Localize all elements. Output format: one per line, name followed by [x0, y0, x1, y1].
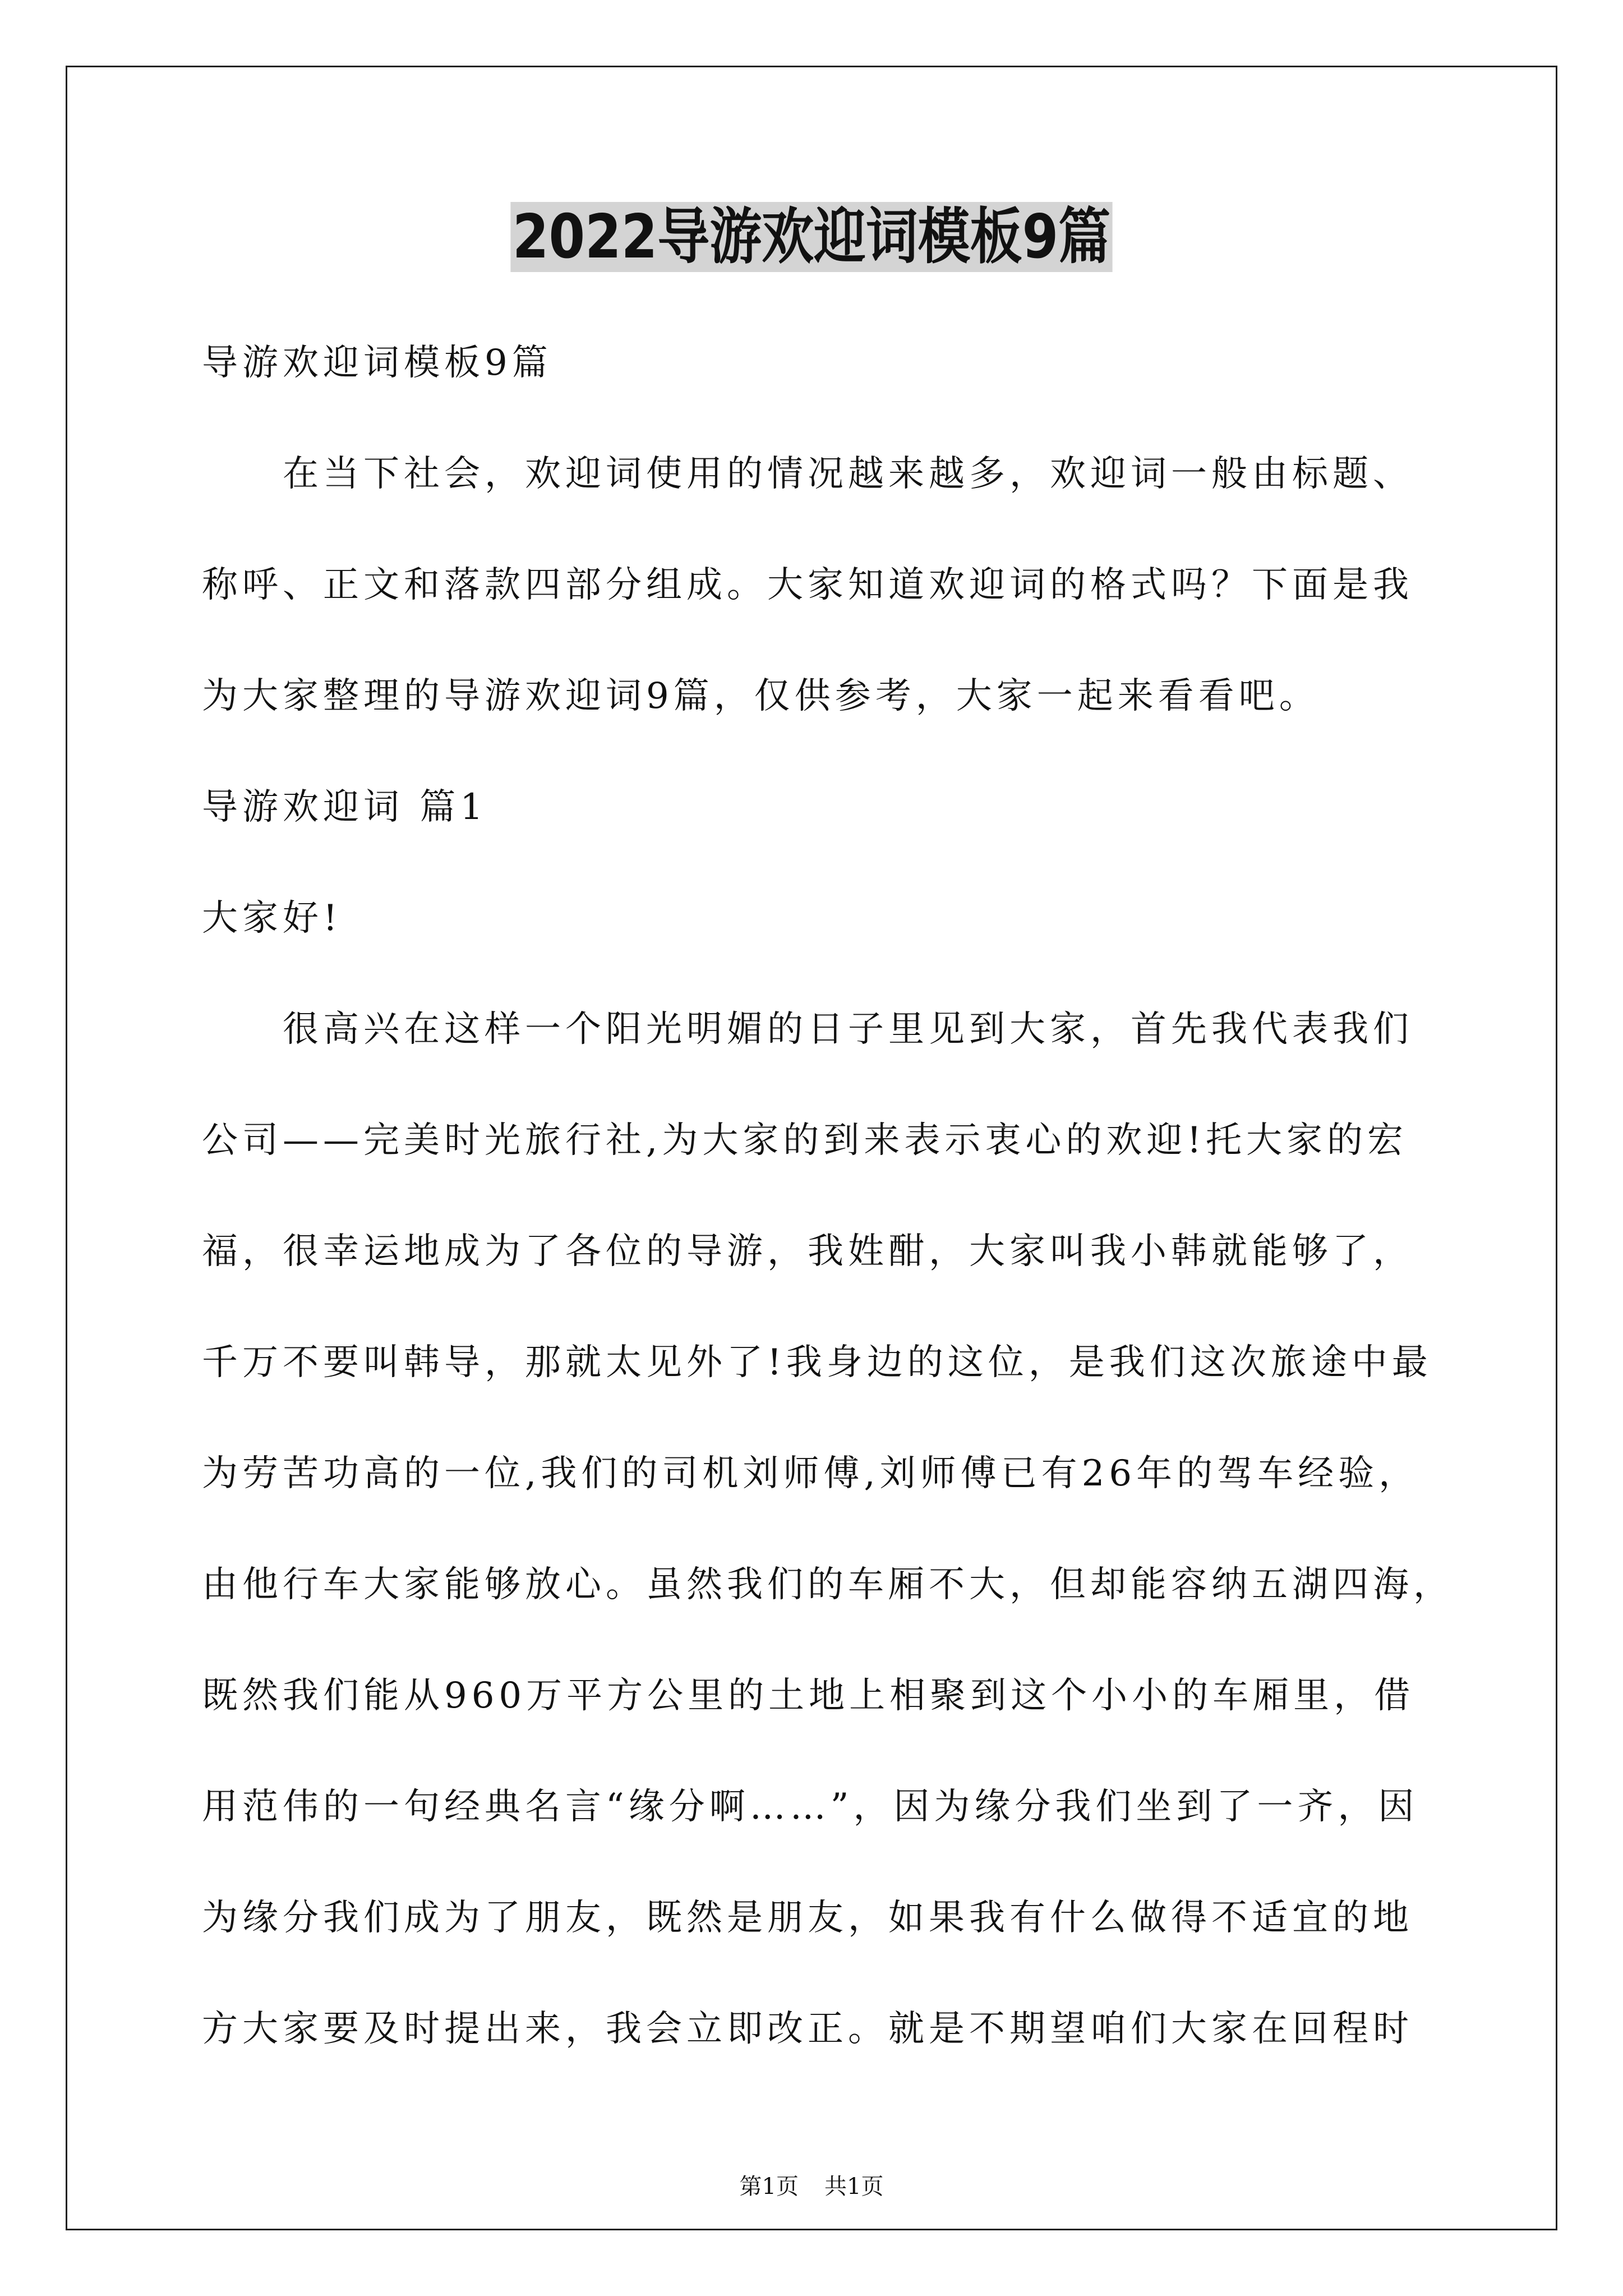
section-heading: 导游欢迎词 篇1 [202, 786, 488, 828]
page-total: 共1页 [824, 2174, 884, 2200]
page-footer [0, 2170, 1623, 2203]
paragraph-line: 用范伟的一句经典名言“缘分啊……”，因为缘分我们坐到了一齐，因 [202, 1786, 1419, 1828]
paragraph-line: 既然我们能从960万平方公里的土地上相聚到这个小小的车厢里，借 [202, 1675, 1415, 1717]
paragraph-line: 公司——完美时光旅行社,为大家的到来表示衷心的欢迎!托大家的宏 [202, 1120, 1408, 1161]
paragraph-line: 很高兴在这样一个阳光明媚的日子里见到大家，首先我代表我们 [283, 1009, 1413, 1050]
paragraph-line: 为劳苦功高的一位,我们的司机刘师傅,刘师傅已有26年的驾车经验， [202, 1453, 1419, 1494]
greeting-line: 大家好! [202, 898, 342, 939]
paragraph-line: 千万不要叫韩导，那就太见外了!我身边的这位，是我们这次旅途中最 [202, 1342, 1432, 1383]
paragraph-line: 由他行车大家能够放心。虽然我们的车厢不大，但却能容纳五湖四海， [202, 1564, 1454, 1605]
paragraph-line: 在当下社会，欢迎词使用的情况越来越多，欢迎词一般由标题、 [283, 453, 1413, 495]
paragraph-line: 为大家整理的导游欢迎词9篇，仅供参考，大家一起来看看吧。 [202, 675, 1320, 717]
document-title [114, 195, 1510, 279]
document-body [202, 307, 1454, 2085]
page-number: 第1页 [739, 2174, 799, 2200]
paragraph-line: 福，很幸运地成为了各位的导游，我姓酣，大家叫我小韩就能够了， [202, 1231, 1413, 1272]
paragraph-line: 方大家要及时提出来，我会立即改正。就是不期望咱们大家在回程时 [202, 2008, 1413, 2050]
subtitle-line: 导游欢迎词模板9篇 [202, 342, 552, 384]
paragraph-line: 为缘分我们成为了朋友，既然是朋友，如果我有什么做得不适宜的地 [202, 1897, 1413, 1939]
document-title-text: 2022导游欢迎词模板9篇 [510, 202, 1112, 272]
paragraph-line: 称呼、正文和落款四部分组成。大家知道欢迎词的格式吗？下面是我 [202, 564, 1413, 606]
